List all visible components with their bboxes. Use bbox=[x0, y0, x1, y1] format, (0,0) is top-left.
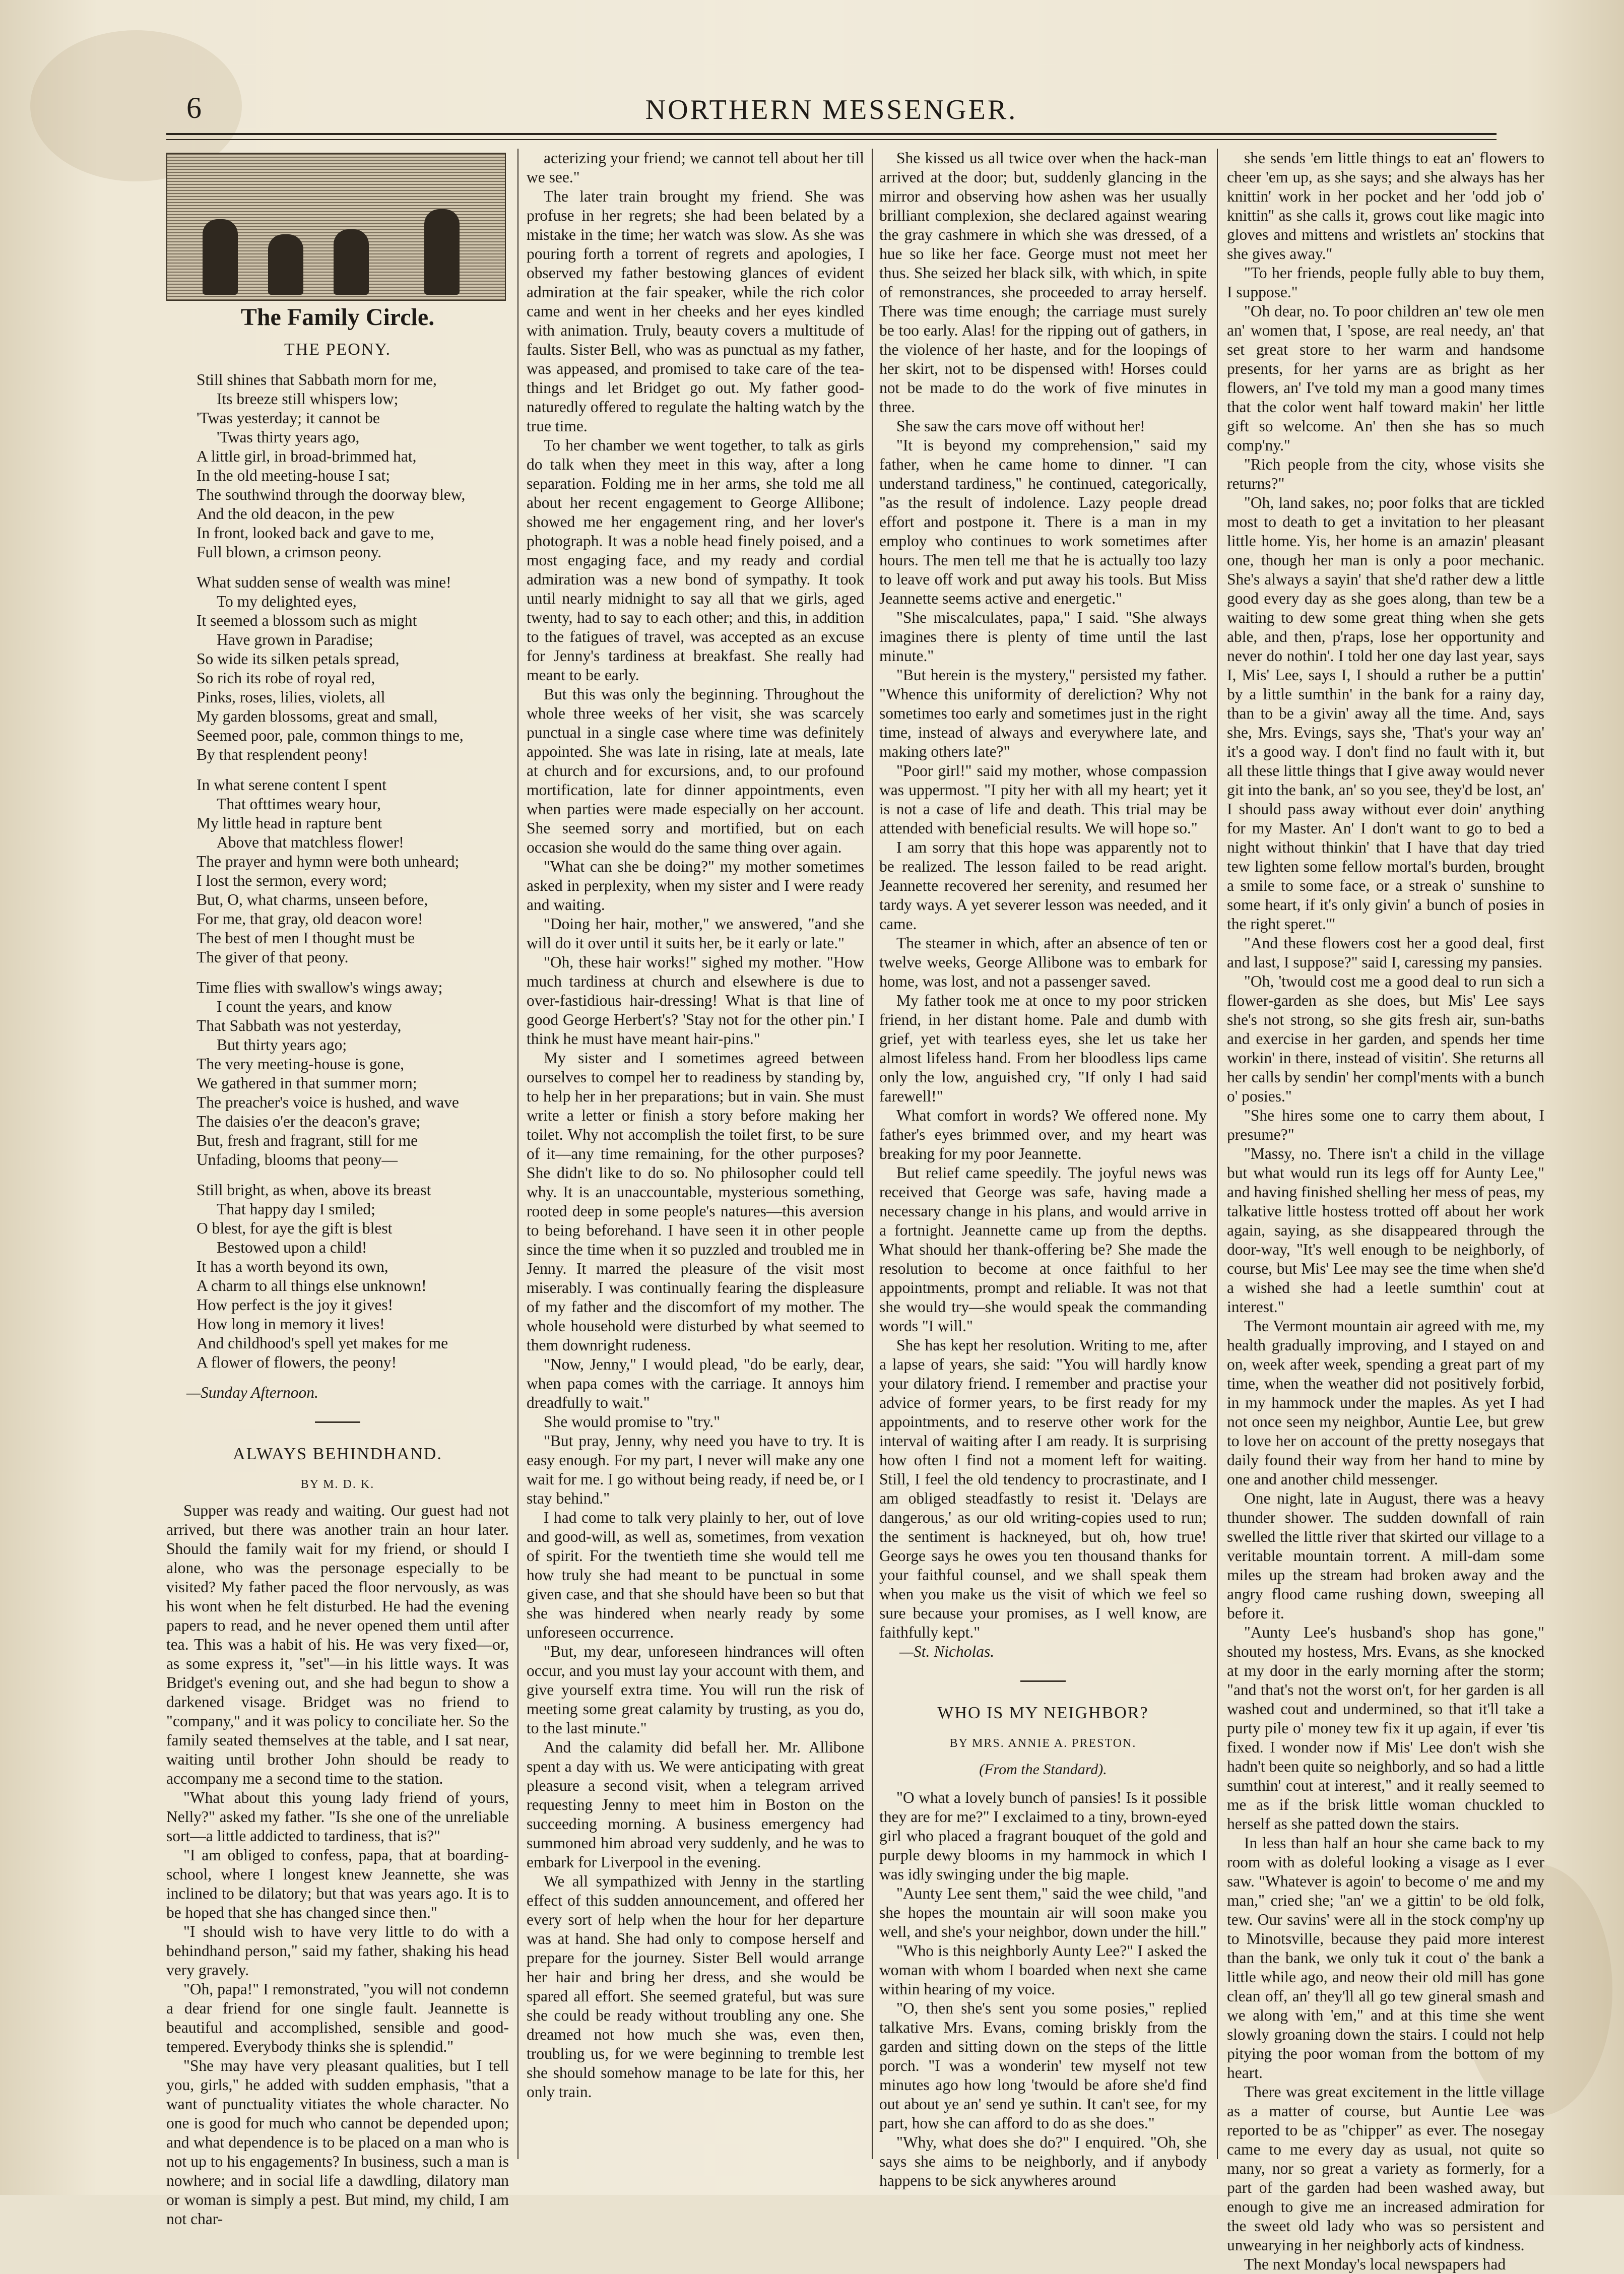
paragraph: She kissed us all twice over when the hack-man arrived at the door; but, suddenly glancing in the mirror and observing how ashen was her usually brilliant complexion, she declared against wearing the gray cashmere in which she was dressed, of a hue so like her face. George must not meet her thus. She seized her black silk, with which, in spite of remonstrances, she proceeded to array herself. There was time enough; the carriage must surely be too early. Alas! for the ripping out of gathers, in the violence of her haste, and for the loopings of her skirt, not to be dispensed with! Horses could not be made to do the work of five minutes in three. bbox=[879, 149, 1207, 416]
poem-line: I count the years, and know bbox=[217, 998, 393, 1015]
poem-attribution: —Sunday Afternoon. bbox=[186, 1384, 318, 1401]
paragraph: "I am obliged to confess, papa, that at boarding-school, where I longest knew Jeannette, she was inclined to be dilatory; but that was years ago. It is to be hoped that she has changed since then." bbox=[166, 1846, 509, 1921]
paragraph: "Aunty Lee's husband's shop has gone," shouted my hostess, Mrs. Evans, as she knocked at my door in the early morning after the storm; "and that's not the worst on't, for her garden is all washed cout and undermined, so that it'll take a purty pile o' money tew fix it up again, if ever 'tis fixed. I wonder now if Mis' Lee don't wish she hadn't been quite so neighborly, and so had a little sumthin' cout at interest," and it really seemed to me as if the brisk little woman chuckled to herself as she patted down the stairs. bbox=[1227, 1623, 1544, 1833]
poem-line: Seemed poor, pale, common things to me, bbox=[197, 727, 464, 744]
figure bbox=[334, 229, 369, 295]
poem-line: But, O, what charms, unseen before, bbox=[197, 891, 428, 908]
poem-line: But, fresh and fragrant, still for me bbox=[197, 1132, 418, 1149]
poem-line: In what serene content I spent bbox=[197, 776, 386, 794]
article-byline: BY MRS. ANNIE A. PRESTON. bbox=[949, 1737, 1137, 1750]
poem-stanza bbox=[197, 370, 509, 562]
poem-line: A charm to all things else unknown! bbox=[197, 1277, 427, 1294]
article-body bbox=[1227, 149, 1544, 2274]
paragraph: "O what a lovely bunch of pansies! Is it possible they are for me?" I exclaimed to a tiny, brown-eyed girl who placed a fragrant bouquet of the gold and purple dewy blooms in my hammock in which I was idly swinging under the big maple. bbox=[879, 1789, 1207, 1883]
paragraph: The next Monday's local newspapers had bbox=[1244, 2255, 1506, 2273]
poem-line: By that resplendent peony! bbox=[197, 746, 368, 763]
paragraph: There was great excitement in the little village as a matter of course, but Auntie Lee was reported to be as "chipper" as ever. The nosegay came to me every day as usual, not quite so many, nor so great a variety as formerly, for a part of the garden had been washed away, but enough to give me an increased admiration for the sweet old lady who was so persistent and unwearying in her neighborly acts of kindness. bbox=[1227, 2083, 1544, 2254]
paragraph: "What can she be doing?" my mother sometimes asked in perplexity, when my sister and I were ready and waiting. bbox=[527, 858, 864, 914]
poem-line: The preacher's voice is hushed, and wave bbox=[197, 1093, 459, 1111]
paragraph: "I should wish to have very little to do with a behindhand person," said my father, shaking his head very gravely. bbox=[166, 1923, 509, 1979]
article-body bbox=[527, 149, 864, 2102]
poem-line: What sudden sense of wealth was mine! bbox=[197, 573, 451, 591]
poem-line: The prayer and hymn were both unheard; bbox=[197, 853, 460, 870]
paragraph: "She miscalculates, papa," I said. "She always imagines there is plenty of time until the last minute." bbox=[879, 609, 1207, 665]
poem-stanza bbox=[197, 573, 509, 764]
paragraph: "O, then she's sent you some posies," replied talkative Mrs. Evans, coming briskly from the garden and sitting down on the steps of the little porch. "I was a wonderin' tew myself not tew minutes ago how long 'twould be afore she'd find out about ye an' send ye suthin. It can't see, for my part, how she can afford to do as she does." bbox=[879, 1999, 1207, 2132]
poem-line: We gathered in that summer morn; bbox=[197, 1074, 417, 1092]
article-title: WHO IS MY NEIGHBOR? bbox=[937, 1704, 1149, 1722]
poem-stanza bbox=[197, 1181, 509, 1372]
paragraph: I am sorry that this hope was apparently not to be realized. The lesson failed to be read aright. Jeannette recovered her serenity, and resumed her tardy ways. A yet severer lesson was needed, and it came. bbox=[879, 838, 1207, 933]
paragraph: She would promise to "try." bbox=[544, 1413, 721, 1431]
paragraph: "Poor girl!" said my mother, whose compassion was uppermost. "I pity her with all my heart; yet it is not a case of life and death. This trial may be attended with beneficial results. We will hope so." bbox=[879, 762, 1207, 837]
divider-ornament bbox=[166, 1411, 509, 1431]
poem-line: My little head in rapture bent bbox=[197, 814, 382, 832]
poem-line: So rich its robe of royal red, bbox=[197, 669, 375, 687]
header-rule bbox=[166, 133, 1497, 135]
paragraph: She saw the cars move off without her! bbox=[896, 417, 1145, 435]
poem-line: For me, that gray, old deacon wore! bbox=[197, 910, 423, 928]
poem-line: That happy day I smiled; bbox=[217, 1200, 375, 1218]
poem-line: Still shines that Sabbath morn for me, bbox=[197, 371, 437, 388]
paragraph: she sends 'em little things to eat an' flowers to cheer 'em up, as she says; and she always has her knittin' work in her pocket and her 'odd job o' knittin'' as she calls it, grows cout like magic into gloves and mittens and wristlets an' stockins that she gives away." bbox=[1227, 149, 1544, 263]
section-title: The Family Circle. bbox=[240, 304, 435, 331]
paragraph: But relief came speedily. The joyful news was received that George was safe, having made a necessary change in his plans, and would arrive in a fortnight. Jeannette came up from the depths. What should her thank-offering be? She made the resolution to become at once faithful to her appointments, prompt and reliable. It was not that she would try—she would speak the commanding words "I will." bbox=[879, 1164, 1207, 1335]
paragraph: "Oh, these hair works!" sighed my mother. "How much tardiness at church and elsewhere is due to over-fastidious hair-dressing! What is that line of good George Herbert's? 'Stay not for the other pin.' I think he must have meant hair-pins." bbox=[527, 953, 864, 1048]
paragraph: "It is beyond my comprehension," said my father, when he came home to dinner. "I can understand tardiness," he continued, categorically, "as the result of indolence. Lazy people dread effort and postpone it. There is a man in my employ who continues to work sometimes after hours. The men tell me that he is actually too lazy to leave off work and put away his tools. But Miss Jeannette seems active and energetic." bbox=[879, 436, 1207, 607]
paragraph: "Rich people from the city, whose visits she returns?" bbox=[1227, 456, 1544, 492]
column-3 bbox=[879, 149, 1207, 2189]
paragraph: "But herein is the mystery," persisted my father. "Whence this uniformity of dereliction? Why not sometimes too early and sometimes just in the right time, instead of always and everywhere late, and making others late?" bbox=[879, 666, 1207, 760]
poem-line: And childhood's spell yet makes for me bbox=[197, 1334, 448, 1352]
paragraph: "Doing her hair, mother," we answered, "and she will do it over until it suits her, be it early or late." bbox=[527, 915, 864, 952]
poem-stanza bbox=[197, 978, 509, 1170]
paragraph: I had come to talk very plainly to her, out of love and good-will, as well as, sometimes, from vexation of spirit. For the twentieth time she would tell me how truly she had meant to be punctual in some given case, and that she should have been so but that she was hindered when nearly ready by some unforeseen occurrence. bbox=[527, 1509, 864, 1641]
figure bbox=[268, 234, 303, 295]
paragraph: "Aunty Lee sent them," said the wee child, "and she hopes the mountain air will soon make you well, and she's your neighbor, down under the hill." bbox=[879, 1885, 1207, 1940]
poem-line: Unfading, blooms that peony— bbox=[197, 1151, 398, 1168]
poem-line: Have grown in Paradise; bbox=[217, 631, 373, 648]
column-divider bbox=[1217, 149, 1218, 2159]
paragraph: "Oh, papa!" I remonstrated, "you will not condemn a dear friend for one single fault. Jeannette is beautiful and accomplished, sensible and good-tempered. Everybody thinks she is splendid." bbox=[166, 1980, 509, 2055]
poem-line: And the old deacon, in the pew bbox=[197, 505, 395, 523]
poem-stanza bbox=[197, 775, 509, 967]
poem-line: O blest, for aye the gift is blest bbox=[197, 1219, 393, 1237]
poem-line: That ofttimes weary hour, bbox=[217, 795, 381, 813]
column-1 bbox=[166, 149, 509, 2228]
paragraph: To her chamber we went together, to talk as girls do talk when they meet in this way, after a long separation. Folding me in her arms, she told me all about her recent engagement to George Allibone; showed me her engagement ring, and her lover's photograph. It was a noble head finely poised, and a most engaging face, and my ready and cordial admiration was a new bond of sympathy. It took until nearly midnight to say all that we girls, aged twenty, had to say to each other; and this, in addition to the fatigues of travel, was accepted as an excuse for Jenny's tardiness at breakfast. She really had meant to be early. bbox=[527, 436, 864, 684]
article-source: (From the Standard). bbox=[979, 1761, 1107, 1778]
article-byline: BY M. D. K. bbox=[300, 1478, 375, 1491]
paragraph: The later train brought my friend. She was profuse in her regrets; she had been belated by a mistake in the time; her watch was slow. As she was pouring forth a torrent of regrets and apologies, I observed my father bestowing glances of evident admiration at the fair speaker, while the rich color came and went in her cheeks and her eyes kindled with animation. Truly, beauty covers a multitude of faults. Sister Bell, who was as punctual as my father, was appeased, and promised to take care of the tea-things and let Bridget go out. My father good-naturedly offered to regulate the halting watch by the true time. bbox=[527, 187, 864, 435]
poem-line: Above that matchless flower! bbox=[217, 833, 404, 851]
paragraph: The Vermont mountain air agreed with me, my health gradually improving, and I stayed on and on, week after week, spending a great part of my time, when the weather did not positively forbid, in my hammock under the maples. As yet I had not once seen my neighbor, Auntie Lee, but grew to love her on account of the pretty nosegays that daily found their way from her hand to mine by one and another child messenger. bbox=[1227, 1317, 1544, 1488]
poem-line: Still bright, as when, above its breast bbox=[197, 1181, 431, 1199]
column-divider bbox=[517, 149, 518, 2159]
poem-line: To my delighted eyes, bbox=[217, 593, 357, 610]
poem-line: In the old meeting-house I sat; bbox=[197, 467, 391, 484]
page-number: 6 bbox=[186, 91, 202, 124]
poem-line: 'Twas thirty years ago, bbox=[217, 428, 360, 446]
poem-line: How long in memory it lives! bbox=[197, 1315, 385, 1333]
paragraph: "Now, Jenny," I would plead, "do be early, dear, when papa comes with the carriage. It annoys him dreadfully to wait." bbox=[527, 1355, 864, 1411]
poem-title: THE PEONY. bbox=[284, 340, 392, 359]
paragraph: "What about this young lady friend of yours, Nelly?" asked my father. "Is she one of the unreliable sort—a little addicted to tardiness, that is?" bbox=[166, 1789, 509, 1845]
article-title: ALWAYS BEHINDHAND. bbox=[233, 1445, 442, 1463]
family-illustration bbox=[166, 153, 506, 301]
article-body bbox=[879, 1788, 1207, 2190]
figure bbox=[203, 219, 238, 295]
paragraph: "Oh, 'twould cost me a good deal to run sich a flower-garden as she does, but Mis' Lee says she's not strong, so she gits fresh air, sun-baths and exercise in her garden, and spends her time workin' in there, instead of visitin'. She returns all her calls by sendin' her compl'ments with a bunch o' posies." bbox=[1227, 972, 1544, 1105]
paragraph: My father took me at once to my poor stricken friend, in her distant home. Pale and dumb with grief, yet with tearless eyes, she let us take her almost lifeless hand. From her bloodless lips came only the low, anguished cry, "If only I had said farewell!" bbox=[879, 992, 1207, 1105]
poem-line: My garden blossoms, great and small, bbox=[197, 707, 438, 725]
paragraph: One night, late in August, there was a heavy thunder shower. The sudden downfall of rain swelled the little river that skirted our village to a veritable mountain torrent. A mill-dam some miles up the stream had broken away and the angry flood came rushing down, sweeping all before it. bbox=[1227, 1489, 1544, 1622]
paragraph: In less than half an hour she came back to my room with as doleful looking a visage as I ever saw. "Whatever is agoin' to become o' me and my man," cried she; "an' we a gittin' to be old folk, tew. Our savins' were all in the stock comp'ny up to Minotsville, because they paid more interest than the bank, we only tuk it cout o' the bank a little while ago, and neow their old mill has gone clean off, an' they'll all go tew gineral smash and we along with 'em," and at this time she went slowly groaning down the stairs. I could not help pitying the poor woman from the bottom of my heart. bbox=[1227, 1834, 1544, 2082]
poem-line: It seemed a blossom such as might bbox=[197, 612, 417, 629]
paragraph: And the calamity did befall her. Mr. Allibone spent a day with us. We were anticipating with great pleasure a second visit, when a telegram arrived requesting Jenny to meet him in Boston on the succeeding morning. A business emergency had summoned him abroad very suddenly, and he was to embark for Liverpool in the evening. bbox=[527, 1738, 864, 1871]
article-attribution: —St. Nicholas. bbox=[899, 1643, 995, 1660]
article-body bbox=[166, 1501, 509, 2229]
poem-line: Time flies with swallow's wings away; bbox=[197, 979, 443, 996]
paragraph: "Oh dear, no. To poor children an' tew ole men an' women that, I 'spose, are real needy, an' that set great store to her warm and handsome presents, for her yarns are as bright as her flowers, an' I've told my man a good many times that the color went half toward makin' her little gift so welcome. An' then she has so much comp'ny." bbox=[1227, 302, 1544, 454]
masthead: NORTHERN MESSENGER. bbox=[645, 94, 1018, 125]
article-body bbox=[879, 149, 1207, 1642]
poem-line: I lost the sermon, every word; bbox=[197, 872, 387, 889]
paragraph: "Who is this neighborly Aunty Lee?" I asked the woman with whom I boarded when next she came within hearing of my voice. bbox=[879, 1942, 1207, 1998]
poem-line: Its breeze still whispers low; bbox=[217, 390, 399, 408]
paragraph: "She hires some one to carry them about, I presume?" bbox=[1227, 1107, 1544, 1143]
poem-line: But thirty years ago; bbox=[217, 1036, 347, 1054]
column-2 bbox=[527, 149, 864, 2159]
poem-line: Pinks, roses, lilies, violets, all bbox=[197, 688, 385, 706]
poem-line: The giver of that peony. bbox=[197, 948, 349, 966]
poem-body bbox=[166, 370, 509, 1372]
paragraph: "But pray, Jenny, why need you have to try. It is easy enough. For my part, I never will make any one wait for me. I go without being ready, if need be, or I stay behind." bbox=[527, 1432, 864, 1507]
paragraph: "And these flowers cost her a good deal, first and last, I suppose?" said I, caressing my pansies. bbox=[1227, 934, 1544, 971]
paragraph: The steamer in which, after an absence of ten or twelve weeks, George Allibone was to embark for home, was lost, and not a passenger saved. bbox=[879, 934, 1207, 990]
paragraph: "Oh, land sakes, no; poor folks that are tickled most to death to get a invitation to her pleasant little home. Yis, her home is an amazin' pleasant one, though her man is only a poor mechanic. She's always a sayin' that she'd rather dew a little good every day as she goes along, than tew be a waiting to dew some great thing when she gets able, and then, p'raps, lose her opportunity and never do nothin'. I told her one day last year, says I, Mis' Lee, says I, I should a ruther be a puttin' by a little sumthin' in the bank for a rainy day, than to be a givin' away all the time. And, says she, Mrs. Evings, says she, 'That's your way an' it's a good way. I don't find no fault with it, but all these little things that I give away would never git into the bank, an' so you see, they'd be lost, an' I should pass away without ever doin' anything for my Master. An' I don't want to go to bed a night without thinkin' that I have that day tried tew lighten some fellow mortal's burden, brought a smile to some face, or a streak o' sunshine to some heart, if it's only givin' a bunch of posies in the right speret.'" bbox=[1227, 494, 1544, 933]
paragraph: Supper was ready and waiting. Our guest had not arrived, but there was another train an hour later. Should the family wait for my friend, or should I alone, who was the personage especially to be visited? My father paced the floor nervously, as was his wont when he felt disturbed. He had the evening papers to read, and he never opened them until after tea. This was a habit of his. He was very fixed—or, as some express it, "set"—in his little ways. It was Bridget's evening out, and she had begun to show a darkened visage. Bridget was no friend to "company," and it was policy to conciliate her. So the family seated themselves at the table, and I sat near, waiting until brother John should be ready to accompany me a second time to the station. bbox=[166, 1502, 509, 1787]
poem-line: How perfect is the joy it gives! bbox=[197, 1296, 394, 1314]
poem-line: 'Twas yesterday; it cannot be bbox=[197, 409, 380, 427]
paragraph: My sister and I sometimes agreed between ourselves to compel her to readiness by standing by, to help her in her preparations; but in vain. She must write a letter or finish a story before making her toilet. Why not accomplish the toilet first, to be sure of it—any time remaining, for the other purposes? She didn't like to do so. No philosopher could tell why. It is an unaccountable, mysterious something, rooted deep in some people's natures—this aversion to being beforehand. I have seen it in other people since the time when it so puzzled and troubled me in Jenny. It marred the pleasure of the visit most miserably. I was continually fearing the displeasure of my father and the discomfort of my mother. The whole household were disturbed by what seemed to them downright rudeness. bbox=[527, 1049, 864, 1354]
paragraph: She has kept her resolution. Writing to me, after a lapse of years, she said: "You will hardly know your dilatory friend. I remember and practise your advice of former years, to be first ready for my appointments, and to reserve other work for the interval of waiting after I am ready. It is surprising how often I find not a moment left for waiting. Still, I feel the old tendency to procrastinate, and I am obliged steadfastly to resist it. 'Delays are dangerous,' as our old writing-copies used to run; the sentiment is hackneyed, but oh, how true! George says he owes you ten thousand thanks for your faithful counsel, and we shall speak them when you make us the visit of which we feel so sure because your promises, as I well know, are faithfully kept." bbox=[879, 1336, 1207, 1641]
header-rule bbox=[166, 139, 1497, 140]
poem-line: The best of men I thought must be bbox=[197, 929, 415, 947]
paragraph: acterizing your friend; we cannot tell about her till we see." bbox=[527, 149, 864, 186]
poem-line: It has a worth beyond its own, bbox=[197, 1258, 388, 1275]
poem-line: The very meeting-house is gone, bbox=[197, 1055, 405, 1073]
poem-line: A little girl, in broad-brimmed hat, bbox=[197, 447, 417, 465]
paragraph: "But, my dear, unforeseen hindrances will often occur, and you must lay your account with them, and give yourself extra time. You will run the risk of meeting some great calamity by trusting, as you do, to the last minute." bbox=[527, 1643, 864, 1737]
column-divider bbox=[872, 149, 873, 2159]
paragraph: What comfort in words? We offered none. My father's eyes brimmed over, and my heart was breaking for my poor Jeannette. bbox=[879, 1107, 1207, 1162]
paragraph: "Massy, no. There isn't a child in the village but what would run its legs off for Aunty Lee," and having finished shelling her mess of peas, my talkative little hostess trotted off about her work again, saying, as she disappeared through the door-way, "It's well enough to be neighborly, of course, but Mis' Lee may see the time when she'd a wished she had a leetle sumthin' cout at interest." bbox=[1227, 1145, 1544, 1316]
figure bbox=[424, 209, 460, 295]
paragraph: "To her friends, people fully able to buy them, I suppose." bbox=[1227, 264, 1544, 301]
poem-line: The southwind through the doorway blew, bbox=[197, 486, 466, 503]
paragraph: We all sympathized with Jenny in the startling effect of this sudden announcement, and offered her every sort of help when the hour for her departure was at hand. She had only to compose herself and prepare for the journey. Sister Bell would arrange her hair and bring her dress, and she would be spared all effort. She seemed grateful, but was sure she could be ready without troubling any one. She dreamed not how much she was, even then, troubling us, for we were beginning to tremble lest she should somehow manage to be late for this, her only train. bbox=[527, 1872, 864, 2101]
poem-line: In front, looked back and gave to me, bbox=[197, 524, 434, 542]
poem-line: A flower of flowers, the peony! bbox=[197, 1353, 397, 1371]
poem-line: Full blown, a crimson peony. bbox=[197, 543, 382, 561]
paragraph: But this was only the beginning. Throughout the whole three weeks of her visit, she was scarcely punctual in a single case where time was definitely appointed. She was late in rising, late at meals, late at church and for excursions, and, to our profound mortification, late for dinner appointments, even when parties were made especially on her account. She seemed sorry and mortified, but on each occasion she would do the same thing over again. bbox=[527, 685, 864, 856]
poem-line: So wide its silken petals spread, bbox=[197, 650, 400, 668]
divider-ornament bbox=[879, 1670, 1207, 1690]
paragraph: "She may have very pleasant qualities, but I tell you, girls," he added with sudden emphasis, "that a want of punctuality vitiates the whole character. No one is good for much who cannot be depended upon; and what dependence is to be placed on a man who is not up to his engagements? In business, such a man is nowhere; and in social life a dawdling, dilatory man or woman is simply a pest. But mind, my child, I am not char- bbox=[166, 2057, 509, 2228]
column-4 bbox=[1227, 149, 1544, 2273]
paragraph: "Why, what does she do?" I enquired. "Oh, she says she aims to be neighborly, and if anybody happens to be sick anywheres around bbox=[879, 2133, 1207, 2189]
poem-line: That Sabbath was not yesterday, bbox=[197, 1017, 402, 1034]
poem-line: Bestowed upon a child! bbox=[217, 1239, 367, 1256]
poem-line: The daisies o'er the deacon's grave; bbox=[197, 1113, 421, 1130]
